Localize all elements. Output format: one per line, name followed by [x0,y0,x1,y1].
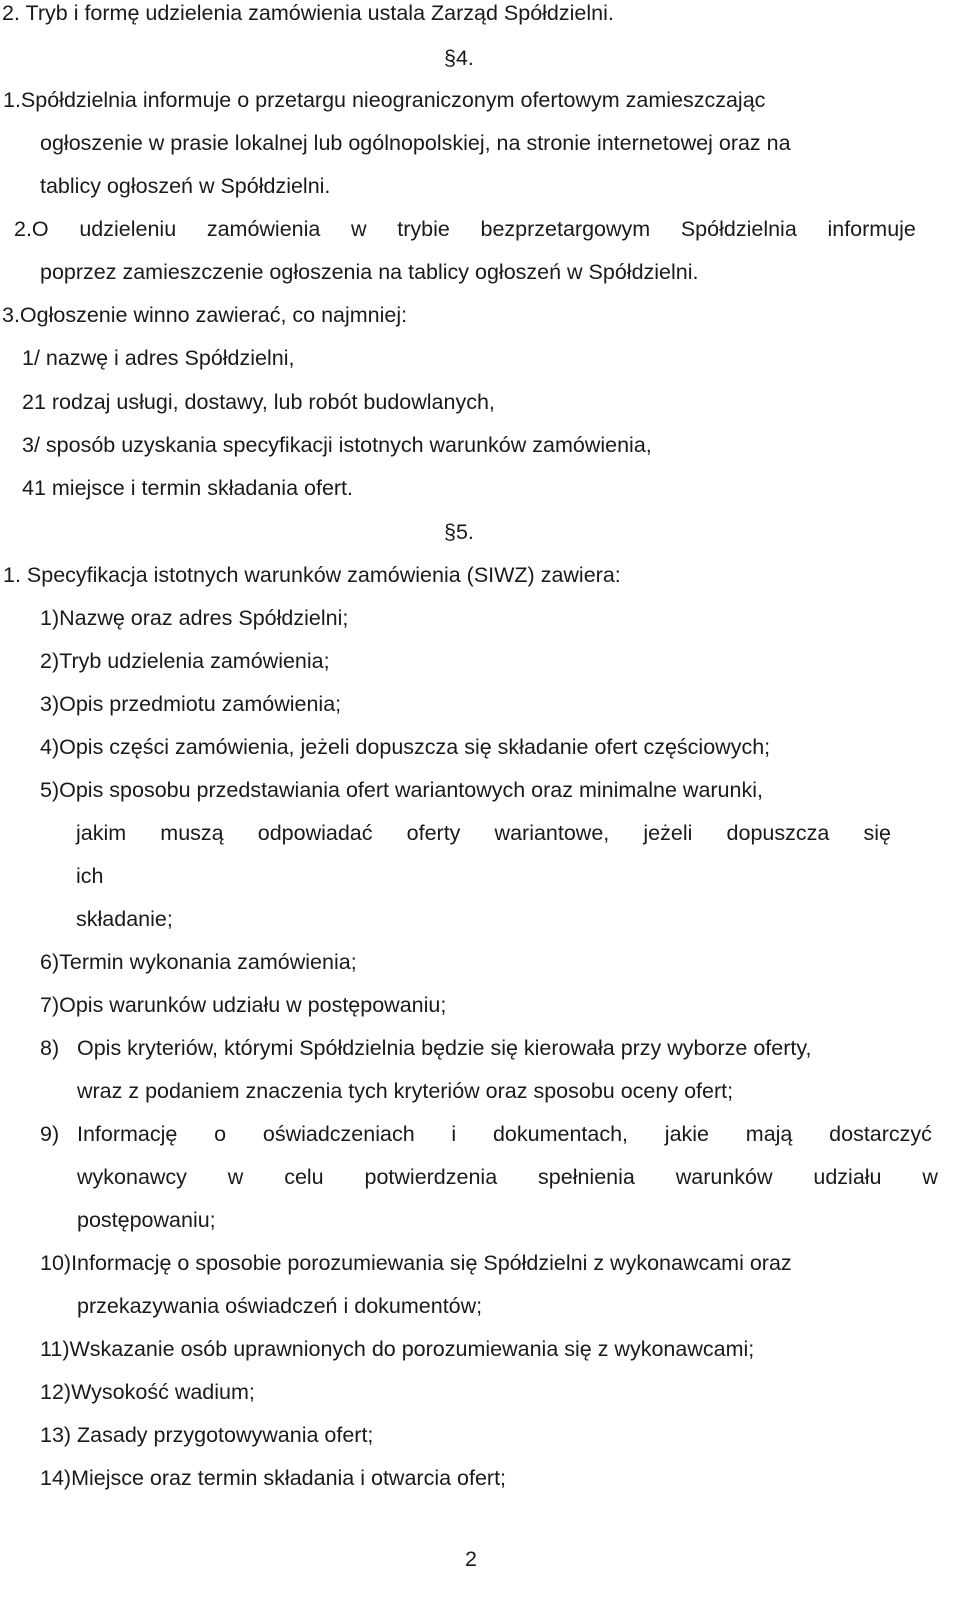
s5-item-9-l2-word: wykonawcy [77,1165,187,1189]
s5-item-9-l1-word: mają [745,1122,793,1146]
s5-item-5-word: muszą [160,821,224,845]
s4-point-2-word: 2.O [14,217,49,241]
s5-item-5-line-3: ich [76,864,104,888]
s4-point-1-line-3: tablicy ogłoszeń w Spółdzielni. [40,174,331,198]
s4-point-3-item-2: 21 rodzaj usługi, dostawy, lub robót budowlanych, [22,390,495,414]
s4-point-3-item-1: 1/ nazwę i adres Spółdzielni, [22,346,295,370]
s4-point-2-word: udzieleniu [79,217,177,241]
s4-point-1-line-2: ogłoszenie w prasie lokalnej lub ogólnopolskiej, na stronie internetowej oraz na [40,131,791,155]
s5-item-9-l1-word: Informację [77,1122,178,1146]
s5-item-1: 1)Nazwę oraz adres Spółdzielni; [40,606,349,630]
s4-point-2-word: w [351,217,367,241]
s5-item-9-line-3: postępowaniu; [77,1208,216,1232]
s5-item-5-word: oferty [406,821,461,845]
s5-item-5-line-1: 5)Opis sposobu przedstawiania ofert wariantowych oraz minimalne warunki, [40,778,763,802]
s5-item-9-l1-word: dokumentach, [492,1122,629,1146]
section-heading-4: §4. [444,46,474,70]
s4-point-3-item-4: 41 miejsce i termin składania ofert. [22,476,354,500]
s5-item-5-line-2 [76,820,891,846]
s5-item-11: 11)Wskazanie osób uprawnionych do porozumiewania się z wykonawcami; [40,1337,755,1361]
s5-item-8-line-2: wraz z podaniem znaczenia tych kryteriów oraz sposobu oceny ofert; [77,1079,734,1103]
s4-point-2-word: zamówienia [206,217,321,241]
s5-item-5-word: jakim [76,821,127,845]
s5-item-9-l2-word: udziału [813,1165,882,1189]
s5-item-5-word: się [863,821,891,845]
s4-point-2-line-1 [14,216,916,242]
s5-item-9-l1-word: jakie [664,1122,710,1146]
s5-item-9-l2-word: spełnienia [538,1165,635,1189]
s5-item-5-word: odpowiadać [257,821,373,845]
s5-item-5-line-4: składanie; [76,907,173,931]
s5-point-1-line-1: 1. Specyfikacja istotnych warunków zamówienia (SIWZ) zawiera: [3,563,621,587]
s4-point-2-word: bezprzetargowym [480,217,651,241]
s5-item-9-l1-word: i [451,1122,457,1146]
paragraph-3-2: 2. Tryb i formę udzielenia zamówienia ustala Zarząd Spółdzielni. [2,1,614,25]
s4-point-1-line-1: 1.Spółdzielnia informuje o przetargu nieograniczonym ofertowym zamieszczając [3,88,766,112]
s5-item-9-number: 9) [40,1122,60,1146]
s4-point-2-line-2: poprzez zamieszczenie ogłoszenia na tablicy ogłoszeń w Spółdzielni. [40,260,699,284]
s5-item-9-l2-word: celu [284,1165,324,1189]
s5-item-8-line-1: Opis kryteriów, którymi Spółdzielnia będzie się kierowała przy wyborze oferty, [77,1036,812,1060]
s5-item-7: 7)Opis warunków udziału w postępowaniu; [40,993,447,1017]
s5-item-9-line-1 [77,1121,932,1147]
section-heading-5: §5. [444,520,474,544]
page-number: 2 [465,1547,477,1571]
s5-item-5-word: dopuszcza [726,821,830,845]
s5-item-9-l2-word: w [922,1165,938,1189]
s5-item-9-l2-word: potwierdzenia [364,1165,498,1189]
s4-point-3-item-3: 3/ sposób uzyskania specyfikacji istotnych warunków zamówienia, [22,433,652,457]
s5-item-5-word: jeżeli [643,821,693,845]
s5-item-9-l1-word: o [214,1122,227,1146]
s5-item-10-line-1: 10)Informację o sposobie porozumiewania się Spółdzielni z wykonawcami oraz [40,1251,792,1275]
s4-point-2-word: trybie [397,217,450,241]
s5-item-9-line-2 [77,1164,938,1190]
s5-item-10-line-2: przekazywania oświadczeń i dokumentów; [77,1294,483,1318]
s5-item-9-l1-word: dostarczyć [829,1122,932,1146]
s5-item-9-l2-word: warunków [675,1165,773,1189]
s5-item-2: 2)Tryb udzielenia zamówienia; [40,649,330,673]
s5-item-12: 12)Wysokość wadium; [40,1380,255,1404]
s5-item-9-l2-word: w [227,1165,244,1189]
s4-point-2-word: Spółdzielnia [680,217,797,241]
s5-item-14: 14)Miejsce oraz termin składania i otwarcia ofert; [40,1466,507,1490]
s5-item-13: 13) Zasady przygotowywania ofert; [40,1423,374,1447]
s5-item-4: 4)Opis części zamówienia, jeżeli dopuszcza się składanie ofert częściowych; [40,735,771,759]
s5-item-6: 6)Termin wykonania zamówienia; [40,950,357,974]
s5-item-5-word: wariantowe, [494,821,610,845]
s4-point-3-line-1: 3.Ogłoszenie winno zawierać, co najmniej: [2,303,408,327]
s5-item-9-l1-word: oświadczeniach [262,1122,415,1146]
s4-point-2-word: informuje [827,217,916,241]
s5-item-8-number: 8) [40,1036,60,1060]
s5-item-3: 3)Opis przedmiotu zamówienia; [40,692,342,716]
